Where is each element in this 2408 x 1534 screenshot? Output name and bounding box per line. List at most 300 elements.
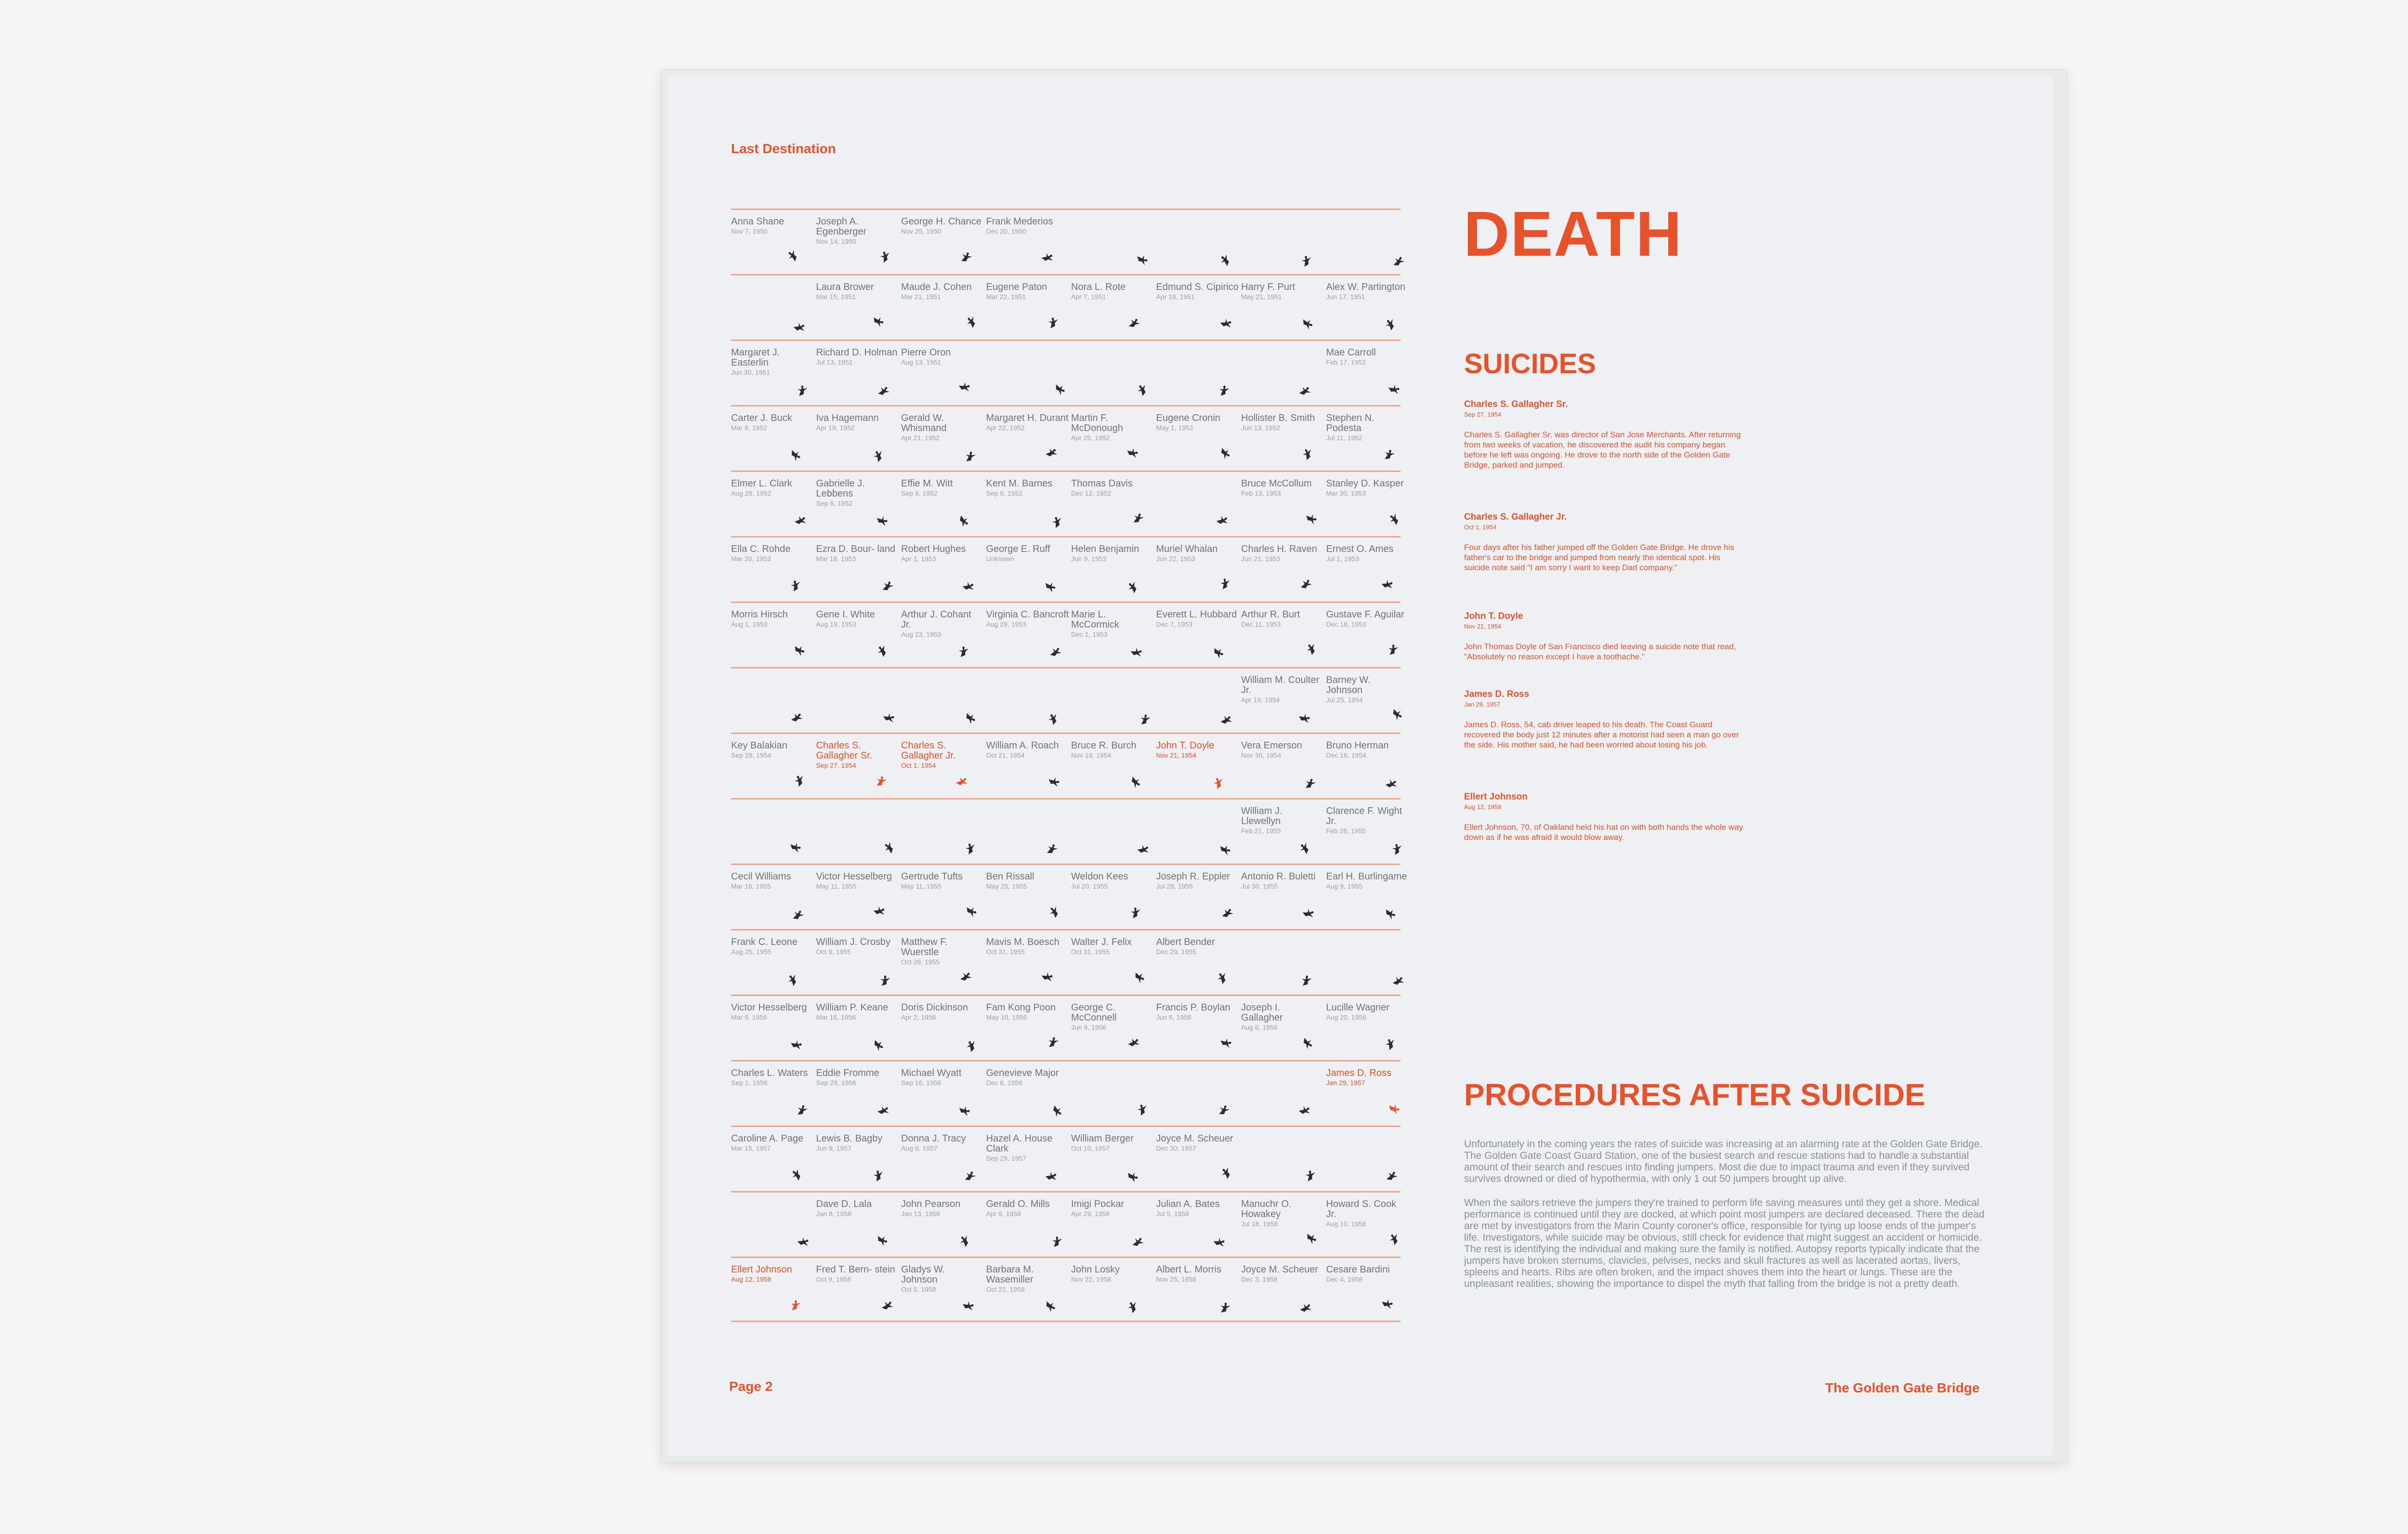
victim-name: Dave D. Lala <box>816 1199 872 1209</box>
victim-name: Effie M. Witt <box>901 478 953 489</box>
falling-figure-icon <box>1219 318 1234 328</box>
victim-cell <box>986 1068 1069 1125</box>
victim-date: Unknown <box>986 555 1014 563</box>
falling-figure-icon <box>1211 777 1225 788</box>
falling-figure-icon <box>872 1040 886 1050</box>
falling-figure-icon <box>795 385 809 395</box>
victim-cell <box>986 1003 1069 1060</box>
victim-cell <box>816 348 899 405</box>
victim-name: John T. Doyle <box>1156 740 1215 751</box>
victim-cell <box>1241 937 1324 994</box>
victim-name: Barney W. Johnson <box>1326 675 1371 695</box>
victim-cell <box>731 610 814 667</box>
falling-figure-icon <box>1305 513 1319 524</box>
victim-cell <box>1071 413 1154 470</box>
victim-date: Feb 21, 1955 <box>1241 827 1281 835</box>
falling-figure-icon <box>1303 778 1317 788</box>
victim-date: Apr 7, 1951 <box>1071 293 1106 301</box>
falling-figure-icon <box>792 775 806 786</box>
victim-cell <box>816 806 899 863</box>
victim-cell <box>986 937 1069 994</box>
falling-figure-icon <box>1044 1301 1058 1311</box>
footer-page-number: Page 2 <box>729 1379 773 1394</box>
victim-name: Barbara M. Wasemiller <box>986 1264 1034 1285</box>
victim-name: William P. Keane <box>816 1002 889 1013</box>
victim-cell <box>1326 937 1409 994</box>
victim-name: Helen Benjamin <box>1071 544 1139 554</box>
victim-cell <box>731 544 814 601</box>
victim-date: May 11, 1955 <box>901 882 942 890</box>
victim-name: Albert L. Morris <box>1156 1264 1222 1275</box>
falling-figure-icon <box>1381 1298 1395 1309</box>
victim-name: Albert Bender <box>1156 937 1215 947</box>
victim-date: Apr 9, 1958 <box>986 1210 1021 1218</box>
victim-date: Oct 21, 1954 <box>986 751 1025 759</box>
victim-cell <box>731 1003 814 1060</box>
falling-figure-icon <box>1053 384 1068 394</box>
victim-cell <box>816 282 899 339</box>
victim-cell <box>731 282 814 339</box>
falling-figure-icon <box>1127 1037 1141 1048</box>
victim-cell <box>1156 741 1239 798</box>
victim-cell <box>901 217 984 274</box>
falling-figure-icon <box>1048 646 1063 657</box>
victim-date: Apr 19, 1952 <box>816 424 855 432</box>
victim-name: Elmer L. Clark <box>731 478 792 489</box>
victim-cell <box>1241 413 1324 470</box>
victim-date: Apr 19, 1954 <box>1241 696 1280 704</box>
victim-cell <box>1326 348 1409 405</box>
victim-date: Oct 5, 1958 <box>901 1285 936 1293</box>
victim-date: Apr 18, 1951 <box>1156 293 1195 301</box>
victim-name: Lewis B. Bagby <box>816 1133 883 1144</box>
falling-figure-icon <box>1046 713 1060 724</box>
victim-cell <box>1156 544 1239 601</box>
falling-figure-icon <box>962 1300 976 1311</box>
grid-row <box>731 929 1400 995</box>
victim-date: Aug 23, 1953 <box>901 630 942 638</box>
victim-date: Aug 6, 1956 <box>1241 1023 1278 1031</box>
falling-figure-icon <box>1218 1167 1233 1178</box>
falling-figure-icon <box>1044 581 1058 592</box>
victim-name: James D. Ross <box>1326 1068 1392 1078</box>
falling-figure-icon <box>1135 1104 1149 1114</box>
falling-figure-icon <box>877 1105 891 1115</box>
falling-figure-icon <box>875 645 889 656</box>
footer-title: The Golden Gate Bridge <box>1825 1380 1980 1395</box>
victim-name: Charles H. Raven <box>1241 544 1317 554</box>
victim-name: Genevieve Major <box>986 1068 1059 1078</box>
victim-cell <box>1071 806 1154 863</box>
victim-cell <box>1156 1068 1239 1125</box>
falling-figure-icon <box>877 385 891 396</box>
falling-figure-icon <box>1385 1170 1399 1181</box>
victim-name: Gladys W. Johnson <box>901 1264 945 1285</box>
story-date: Nov 21, 1954 <box>1464 623 1502 630</box>
victim-name: Thomas Davis <box>1071 478 1133 489</box>
victim-name: Joseph I. Gallagher <box>1241 1002 1283 1023</box>
falling-figure-icon <box>959 251 973 262</box>
victim-name: Charles L. Waters <box>731 1068 808 1078</box>
falling-figure-icon <box>963 843 977 853</box>
victim-date: Oct 31, 1955 <box>1071 948 1110 956</box>
falling-figure-icon <box>1299 1302 1313 1313</box>
falling-figure-icon <box>880 580 895 591</box>
falling-figure-icon <box>881 842 896 853</box>
victim-date: Jul 30, 1955 <box>1241 882 1278 890</box>
victim-name: William M. Coulter Jr. <box>1241 675 1320 695</box>
victim-cell <box>731 741 814 798</box>
victim-cell <box>1241 217 1324 274</box>
falling-figure-icon <box>1047 906 1061 917</box>
victim-cell <box>816 544 899 601</box>
victim-cell <box>901 282 984 339</box>
victim-date: Jun 6, 1956 <box>1156 1013 1191 1021</box>
grid-row <box>731 602 1404 667</box>
falling-figure-icon <box>1041 971 1055 982</box>
falling-figure-icon <box>877 251 892 262</box>
victim-name: Ella C. Rohde <box>731 544 791 554</box>
falling-figure-icon <box>1137 844 1151 854</box>
victim-cell <box>986 413 1069 470</box>
victim-name: Julian A. Bates <box>1156 1199 1220 1209</box>
victim-date: Jan 13, 1958 <box>901 1210 940 1218</box>
victim-name: Virginia C. Bancroft <box>986 609 1069 620</box>
grid-row <box>731 667 1400 733</box>
victim-name: Walter J. Felix <box>1071 937 1132 947</box>
victim-name: Antonio R. Buletti <box>1241 871 1316 882</box>
grid-row <box>731 995 1400 1060</box>
victim-date: Sep 29, 1954 <box>731 751 772 759</box>
victim-name: Gertrude Tufts <box>901 871 963 882</box>
victim-date: Jun 22, 1953 <box>1156 555 1195 563</box>
falling-figure-icon <box>1047 776 1062 787</box>
procedures-heading: PROCEDURES AFTER SUICIDE <box>1464 1077 1925 1112</box>
victim-name: Bruno Herman <box>1326 740 1389 751</box>
victim-date: Sep 29, 1957 <box>986 1154 1026 1162</box>
falling-figure-icon <box>955 776 969 787</box>
falling-figure-icon <box>1136 254 1150 265</box>
victim-cell <box>816 872 899 929</box>
victim-cell <box>901 610 984 667</box>
victim-date: May 11, 1955 <box>816 882 857 890</box>
victim-name: Eddie Fromme <box>816 1068 879 1078</box>
falling-figure-icon <box>1220 907 1235 918</box>
falling-figure-icon <box>1383 319 1397 329</box>
victim-date: Aug 20, 1956 <box>1326 1013 1366 1021</box>
falling-figure-icon <box>1391 975 1406 986</box>
victim-date: Jun 9, 1953 <box>1071 555 1107 563</box>
victim-name: Ellert Johnson <box>731 1264 792 1275</box>
falling-figure-icon <box>1385 778 1399 789</box>
victim-date: Jun 30, 1951 <box>731 368 770 376</box>
falling-figure-icon <box>1301 1038 1315 1049</box>
falling-figure-icon <box>1131 1236 1145 1247</box>
victim-cell <box>901 872 984 929</box>
victim-date: Mar 9, 1956 <box>731 1013 767 1021</box>
victim-cell <box>1156 806 1239 863</box>
victim-cell <box>986 610 1069 667</box>
victim-date: Jul 20, 1955 <box>1071 882 1108 890</box>
victim-cell <box>1071 1068 1154 1125</box>
victim-date: Nov 30, 1954 <box>1241 751 1282 759</box>
falling-figure-icon <box>1049 516 1064 527</box>
victim-cell <box>986 1199 1069 1256</box>
victim-date: May 1, 1952 <box>1156 424 1193 432</box>
falling-figure-icon <box>1131 512 1145 523</box>
victim-name: Mae Carroll <box>1326 347 1376 358</box>
victim-cell <box>731 1068 814 1125</box>
victim-name: Ben Rissall <box>986 871 1034 882</box>
victim-cell <box>1071 872 1154 929</box>
victim-cell <box>1241 806 1324 863</box>
falling-figure-icon <box>958 1105 972 1116</box>
victim-cell <box>816 1199 899 1256</box>
victim-name: William A. Roach <box>986 740 1059 751</box>
story-text: John Thomas Doyle of San Francisco died leaving a suicide note that read, "Absolutely no reason except I have a toothache." <box>1464 642 1736 661</box>
victim-cell <box>816 1265 899 1322</box>
victim-date: Mar 6, 1952 <box>731 424 767 432</box>
victim-cell <box>901 413 984 470</box>
victim-cell <box>1326 282 1409 339</box>
victim-cell <box>731 1199 814 1256</box>
victim-cell <box>986 1134 1069 1191</box>
victim-cell <box>1326 479 1409 536</box>
victim-name: Eugene Paton <box>986 282 1047 292</box>
story-text: James D. Ross, 54, cab driver leaped to his death. The Coast Guard recovered the body just 12 minutes after a motorist had seen a man go over the side. His mother said, he had been worried about losing his job. <box>1464 720 1739 749</box>
falling-figure-icon <box>1045 843 1059 854</box>
story-text: Charles S. Gallagher Sr. was director of San Jose Merchants. After returning from two weeks of vacation, he discovered the audit his company began before he left was ongoing. He drove to the north side of the Golden Gate Bridge, parked and jumped. <box>1464 430 1741 470</box>
victim-name: Fam Kong Poon <box>986 1002 1056 1013</box>
grid-row <box>731 405 1400 471</box>
victim-date: Mar 15, 1951 <box>816 293 856 301</box>
falling-figure-icon <box>1215 972 1229 983</box>
falling-figure-icon <box>956 646 970 656</box>
victim-cell <box>901 806 984 863</box>
victim-cell <box>1156 937 1239 994</box>
victim-cell <box>1071 282 1154 339</box>
victim-cell <box>901 1265 984 1322</box>
victim-date: Apr 25, 1952 <box>1071 434 1110 442</box>
falling-figure-icon <box>788 1299 802 1310</box>
story-name: John T. Doyle <box>1464 611 1523 621</box>
victim-date: Oct 9, 1958 <box>816 1275 851 1283</box>
victim-cell <box>816 610 899 667</box>
falling-figure-icon <box>1127 317 1141 328</box>
victim-date: Aug 29, 1953 <box>986 620 1026 628</box>
victim-cell <box>1071 675 1154 732</box>
victim-name: Cesare Bardini <box>1326 1264 1390 1275</box>
victim-date: Jun 13, 1952 <box>1241 424 1280 432</box>
victim-cell <box>1071 610 1154 667</box>
victim-date: Dec 20, 1950 <box>986 227 1026 235</box>
grid-row <box>731 1060 1400 1126</box>
victim-name: Stephen N. Podesta <box>1326 413 1374 433</box>
victim-cell <box>1326 1068 1409 1125</box>
victim-cell <box>816 741 899 798</box>
victim-cell <box>1156 872 1239 929</box>
victim-name: William Berger <box>1071 1133 1134 1144</box>
victim-cell <box>1241 1003 1324 1060</box>
victim-cell <box>986 806 1069 863</box>
falling-figure-icon <box>964 316 978 327</box>
victim-cell <box>1326 1134 1409 1191</box>
victim-date: Nov 25, 1958 <box>1156 1275 1196 1283</box>
victim-date: Dec 6, 1956 <box>986 1079 1022 1087</box>
victim-date: Dec 4, 1958 <box>1326 1275 1362 1283</box>
falling-figure-icon <box>793 645 807 656</box>
falling-figure-icon <box>1125 1301 1139 1312</box>
victim-date: Nov 21, 1954 <box>1156 751 1196 759</box>
victim-date: Oct 26, 1955 <box>901 958 940 966</box>
victim-date: Jul 18, 1958 <box>1241 1220 1278 1228</box>
victim-name: Alex W. Partington <box>1326 282 1406 292</box>
victim-cell <box>1241 1265 1324 1322</box>
victim-name: Earl H. Burlingame <box>1326 871 1407 882</box>
falling-figure-icon <box>1041 252 1055 262</box>
victim-name: Stanley D. Kasper <box>1326 478 1404 489</box>
falling-figure-icon <box>1381 579 1395 590</box>
victim-date: Aug 25, 1955 <box>731 948 772 956</box>
victim-date: Mar 16, 1955 <box>731 882 771 890</box>
story-name: Charles S. Gallagher Sr. <box>1464 399 1568 409</box>
victim-date: Dec 16, 1954 <box>1326 751 1366 759</box>
falling-figure-icon <box>963 1170 977 1181</box>
falling-figure-icon <box>1218 844 1233 855</box>
victim-date: Jul 13, 1951 <box>816 358 853 366</box>
victim-date: Oct 9, 1955 <box>816 948 851 956</box>
victim-name: Charles S. Gallagher Sr. <box>816 740 873 761</box>
victim-name: Anna Shane <box>731 216 785 227</box>
victim-cell <box>1071 1199 1154 1256</box>
victim-cell <box>731 937 814 994</box>
falling-figure-icon <box>1126 447 1140 458</box>
victim-date: Jan 29, 1957 <box>1326 1079 1365 1087</box>
victim-date: Sep 16, 1956 <box>901 1079 942 1087</box>
victim-date: Dec 12, 1952 <box>1071 489 1112 497</box>
victim-cell <box>1326 1199 1409 1256</box>
victim-cell <box>986 675 1069 732</box>
victim-name: Gabrielle J. Lebbens <box>816 478 865 499</box>
victim-cell <box>901 1068 984 1125</box>
falling-figure-icon <box>1046 1036 1060 1047</box>
victim-name: Bruce R. Burch <box>1071 740 1137 751</box>
suicide-story <box>1464 611 1743 662</box>
victim-cell <box>1071 741 1154 798</box>
victim-date: Aug 13, 1951 <box>901 358 942 366</box>
victim-cell <box>1326 741 1409 798</box>
falling-figure-icon <box>958 381 972 392</box>
victim-name: Kent M. Barnes <box>986 478 1053 489</box>
victim-cell <box>1071 544 1154 601</box>
victim-cell <box>901 348 984 405</box>
victim-cell <box>1326 413 1409 470</box>
victim-date: Jun 9, 1956 <box>1071 1023 1107 1031</box>
victim-cell <box>1071 1134 1154 1191</box>
victim-name: Morris Hirsch <box>731 609 788 620</box>
victim-name: Martin F. McDonough <box>1071 413 1123 433</box>
victim-cell <box>1156 348 1239 405</box>
falling-figure-icon <box>1299 578 1313 589</box>
victim-cell <box>1156 1199 1239 1256</box>
victim-date: Nov 19, 1954 <box>1071 751 1112 759</box>
victim-name: William J. Crosby <box>816 937 890 947</box>
victim-date: Aug 1, 1953 <box>731 620 768 628</box>
victim-cell <box>1241 1199 1324 1256</box>
victim-cell <box>1156 1134 1239 1191</box>
falling-figure-icon <box>1133 972 1147 983</box>
victim-date: Jun 9, 1957 <box>816 1144 851 1152</box>
falling-figure-icon <box>1128 907 1142 918</box>
falling-figure-icon <box>957 516 971 526</box>
victim-name: Ezra D. Bour- land <box>816 544 896 554</box>
story-text: Ellert Johnson, 70, of Oakland held his hat on with both hands the whole way down as if he was afraid it would blow away. <box>1464 823 1743 842</box>
victim-name: Cecil Williams <box>731 871 791 882</box>
victim-cell <box>816 217 899 274</box>
grid-row <box>731 798 1400 864</box>
victim-name: Victor Hesselberg <box>816 871 892 882</box>
falling-figure-icon <box>1298 713 1312 723</box>
victim-date: Dec 3, 1958 <box>1241 1275 1278 1283</box>
victim-cell <box>1241 610 1324 667</box>
victim-cell <box>816 1068 899 1125</box>
victim-name: Lucille Wagner <box>1326 1002 1390 1013</box>
victim-cell <box>901 544 984 601</box>
story-name: Ellert Johnson <box>1464 792 1528 802</box>
falling-figure-icon <box>882 712 897 723</box>
victim-cell <box>1156 413 1239 470</box>
victim-name: John Pearson <box>901 1199 961 1209</box>
victim-name: Arthur R. Burt <box>1241 609 1300 620</box>
victim-date: Aug 12, 1958 <box>731 1275 772 1283</box>
victim-date: Oct 22, 1958 <box>986 1285 1025 1293</box>
victim-date: Sep 9, 1952 <box>986 489 1023 497</box>
victim-date: Nov 22, 1958 <box>1071 1275 1112 1283</box>
victim-name: Nora L. Rote <box>1071 282 1126 292</box>
victim-cell <box>1241 544 1324 601</box>
victim-name: Arthur J. Cohant Jr. <box>901 609 971 630</box>
victim-name: Manuchr O. Howakey <box>1241 1199 1292 1219</box>
victim-date: Mar 15, 1957 <box>731 1144 771 1152</box>
falling-figure-icon <box>1386 644 1400 655</box>
grid-row <box>731 733 1400 798</box>
victim-cell <box>1241 872 1324 929</box>
victim-date: Dec 29, 1955 <box>1156 948 1196 956</box>
falling-figure-icon <box>1045 447 1059 458</box>
victim-date: Sep 29, 1956 <box>816 1079 856 1087</box>
victim-cell <box>986 1265 1069 1322</box>
victim-cell <box>1326 610 1409 667</box>
victim-date: Mar 16, 1956 <box>816 1013 856 1021</box>
grid-row <box>731 864 1407 929</box>
falling-figure-icon <box>1212 647 1226 658</box>
victim-date: Apr 29, 1958 <box>1071 1210 1110 1218</box>
victim-date: Oct 1, 1954 <box>901 761 936 769</box>
victim-date: Dec 1, 1953 <box>1071 630 1108 638</box>
victim-date: Aug 9, 1957 <box>901 1144 938 1152</box>
victim-date: Dec 18, 1953 <box>1326 620 1366 628</box>
victim-cell <box>731 217 814 274</box>
victim-cell <box>1241 282 1324 339</box>
story-name: Charles S. Gallagher Jr. <box>1464 512 1567 522</box>
falling-figure-icon <box>1389 843 1404 854</box>
victim-name: Mavis M. Boesch <box>986 937 1060 947</box>
falling-figure-icon <box>1304 643 1318 654</box>
victim-cell <box>1326 544 1409 601</box>
victim-name: Gustave F. Aguilar <box>1326 609 1404 620</box>
grid-row <box>731 274 1406 340</box>
victim-name: Key Balakian <box>731 740 787 751</box>
